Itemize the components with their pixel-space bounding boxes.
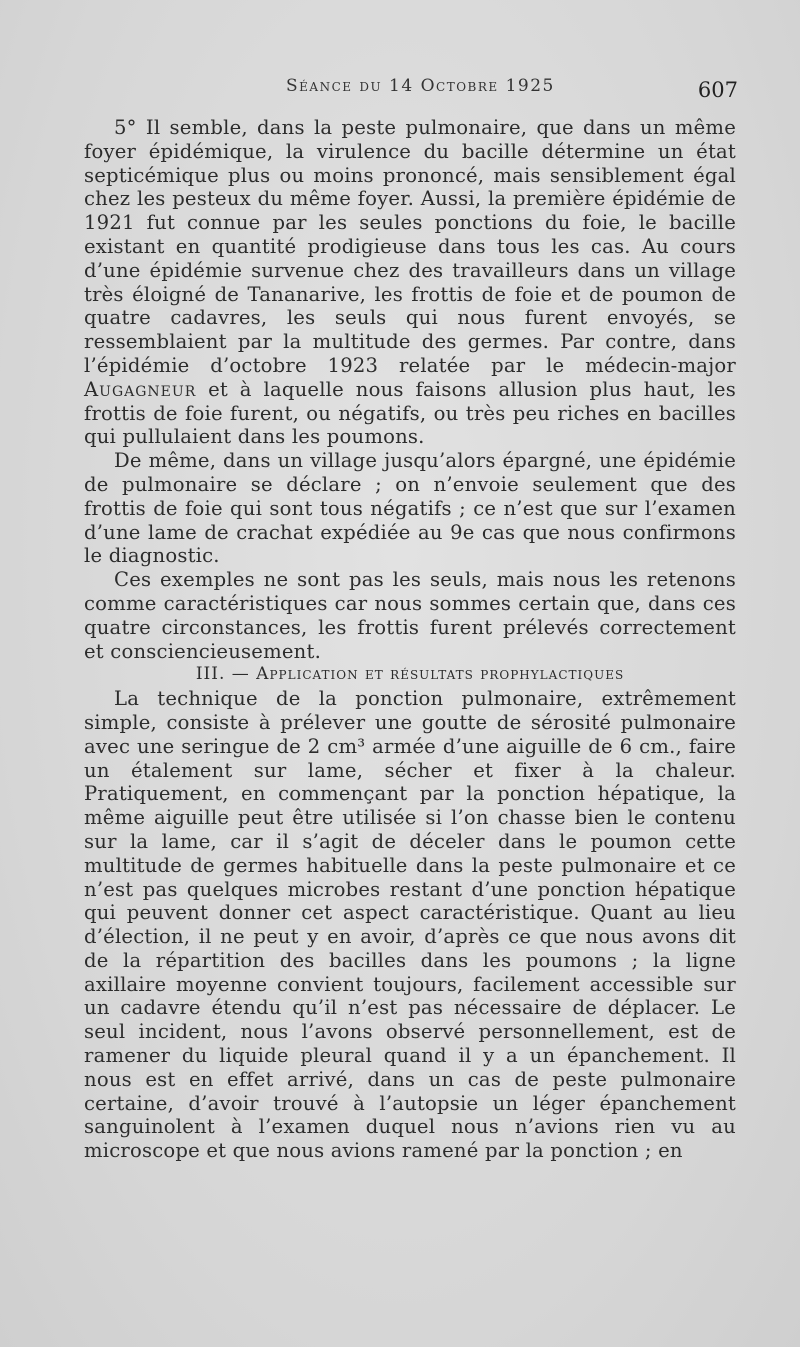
running-head: Séance du 14 Octobre 1925	[286, 76, 555, 96]
paragraph: Ces exemples ne sont pas les seuls, mais nous les retenons comme caractéristiques car nous sommes certain que, dans ces quatre circonstances, les frottis furent prélevés correctement et consciencieusement.	[84, 568, 736, 663]
paragraph: De même, dans un village jusqu’alors épargné, une épidémie de pulmonaire se déclare ; on n’envoie seulement que des frottis de foie qui sont tous négatifs ; ce n’est que sur l’examen d’une lame de crachat expédiée au 9e cas que nous confirmons le diagnostic.	[84, 449, 736, 568]
author-name: Augagneur	[84, 377, 197, 401]
paragraph	[84, 116, 736, 449]
section-heading: III. — Application et résultats prophylactiques	[195, 664, 625, 685]
paragraph-text: et à laquelle nous faisons allusion plus haut, les frottis de foie furent, ou négatifs, ou très peu riches en bacilles qui pullulaient dans les poumons.	[84, 377, 736, 449]
page-number: 607	[697, 78, 738, 102]
body-text	[84, 116, 736, 1163]
paragraph: La technique de la ponction pulmonaire, extrêmement simple, consiste à prélever une goutte de sérosité pulmonaire avec une seringue de 2 cm³ armée d’une aiguille de 6 cm., faire un étalement sur lame, sécher et fixer à la chaleur. Pratiquement, en commençant par la ponction hépatique, la même aiguille peut être utilisée si l’on chasse bien le contenu sur la lame, car il s’agit de déceler dans le poumon cette multitude de germes habituelle dans la peste pulmonaire et ce n’est pas quelques microbes restant d’une ponction hépatique qui peuvent donner cet aspect caractéristique. Quant au lieu d’élection, il ne peut y en avoir, d’après ce que nous avons dit de la répartition des bacilles dans les poumons ; la ligne axillaire moyenne convient toujours, facilement accessible sur un cadavre étendu qu’il n’est pas nécessaire de déplacer. Le seul incident, nous l’avons observé personnellement, est de ramener du liquide pleural quand il y a un épanchement. Il nous est en effet arrivé, dans un cas de peste pulmonaire certaine, d’avoir trouvé à l’autopsie un léger épanchement sanguinolent à l’examen duquel nous n’avions rien vu au microscope et que nous avions ramené par la ponction ; en	[84, 687, 736, 1163]
page-header	[0, 76, 800, 106]
paragraph-text: 5° Il semble, dans la peste pulmonaire, que dans un même foyer épidémique, la virulence du bacille détermine un état septicémique plus ou moins prononcé, mais sensiblement égal chez les pesteux du même foyer. Aussi, la première épidémie de 1921 fut connue par les seules ponctions du foie, le bacille existant en quantité prodigieuse dans tous les cas. Au cours d’une épidémie survenue chez des travailleurs dans un village très éloigné de Tananarive, les frottis de foie et de poumon de quatre cadavres, les seuls qui nous furent envoyés, se ressemblaient par la multitude des germes. Par contre, dans l’épidémie d’octobre 1923 relatée par le médecin-major	[84, 116, 736, 377]
